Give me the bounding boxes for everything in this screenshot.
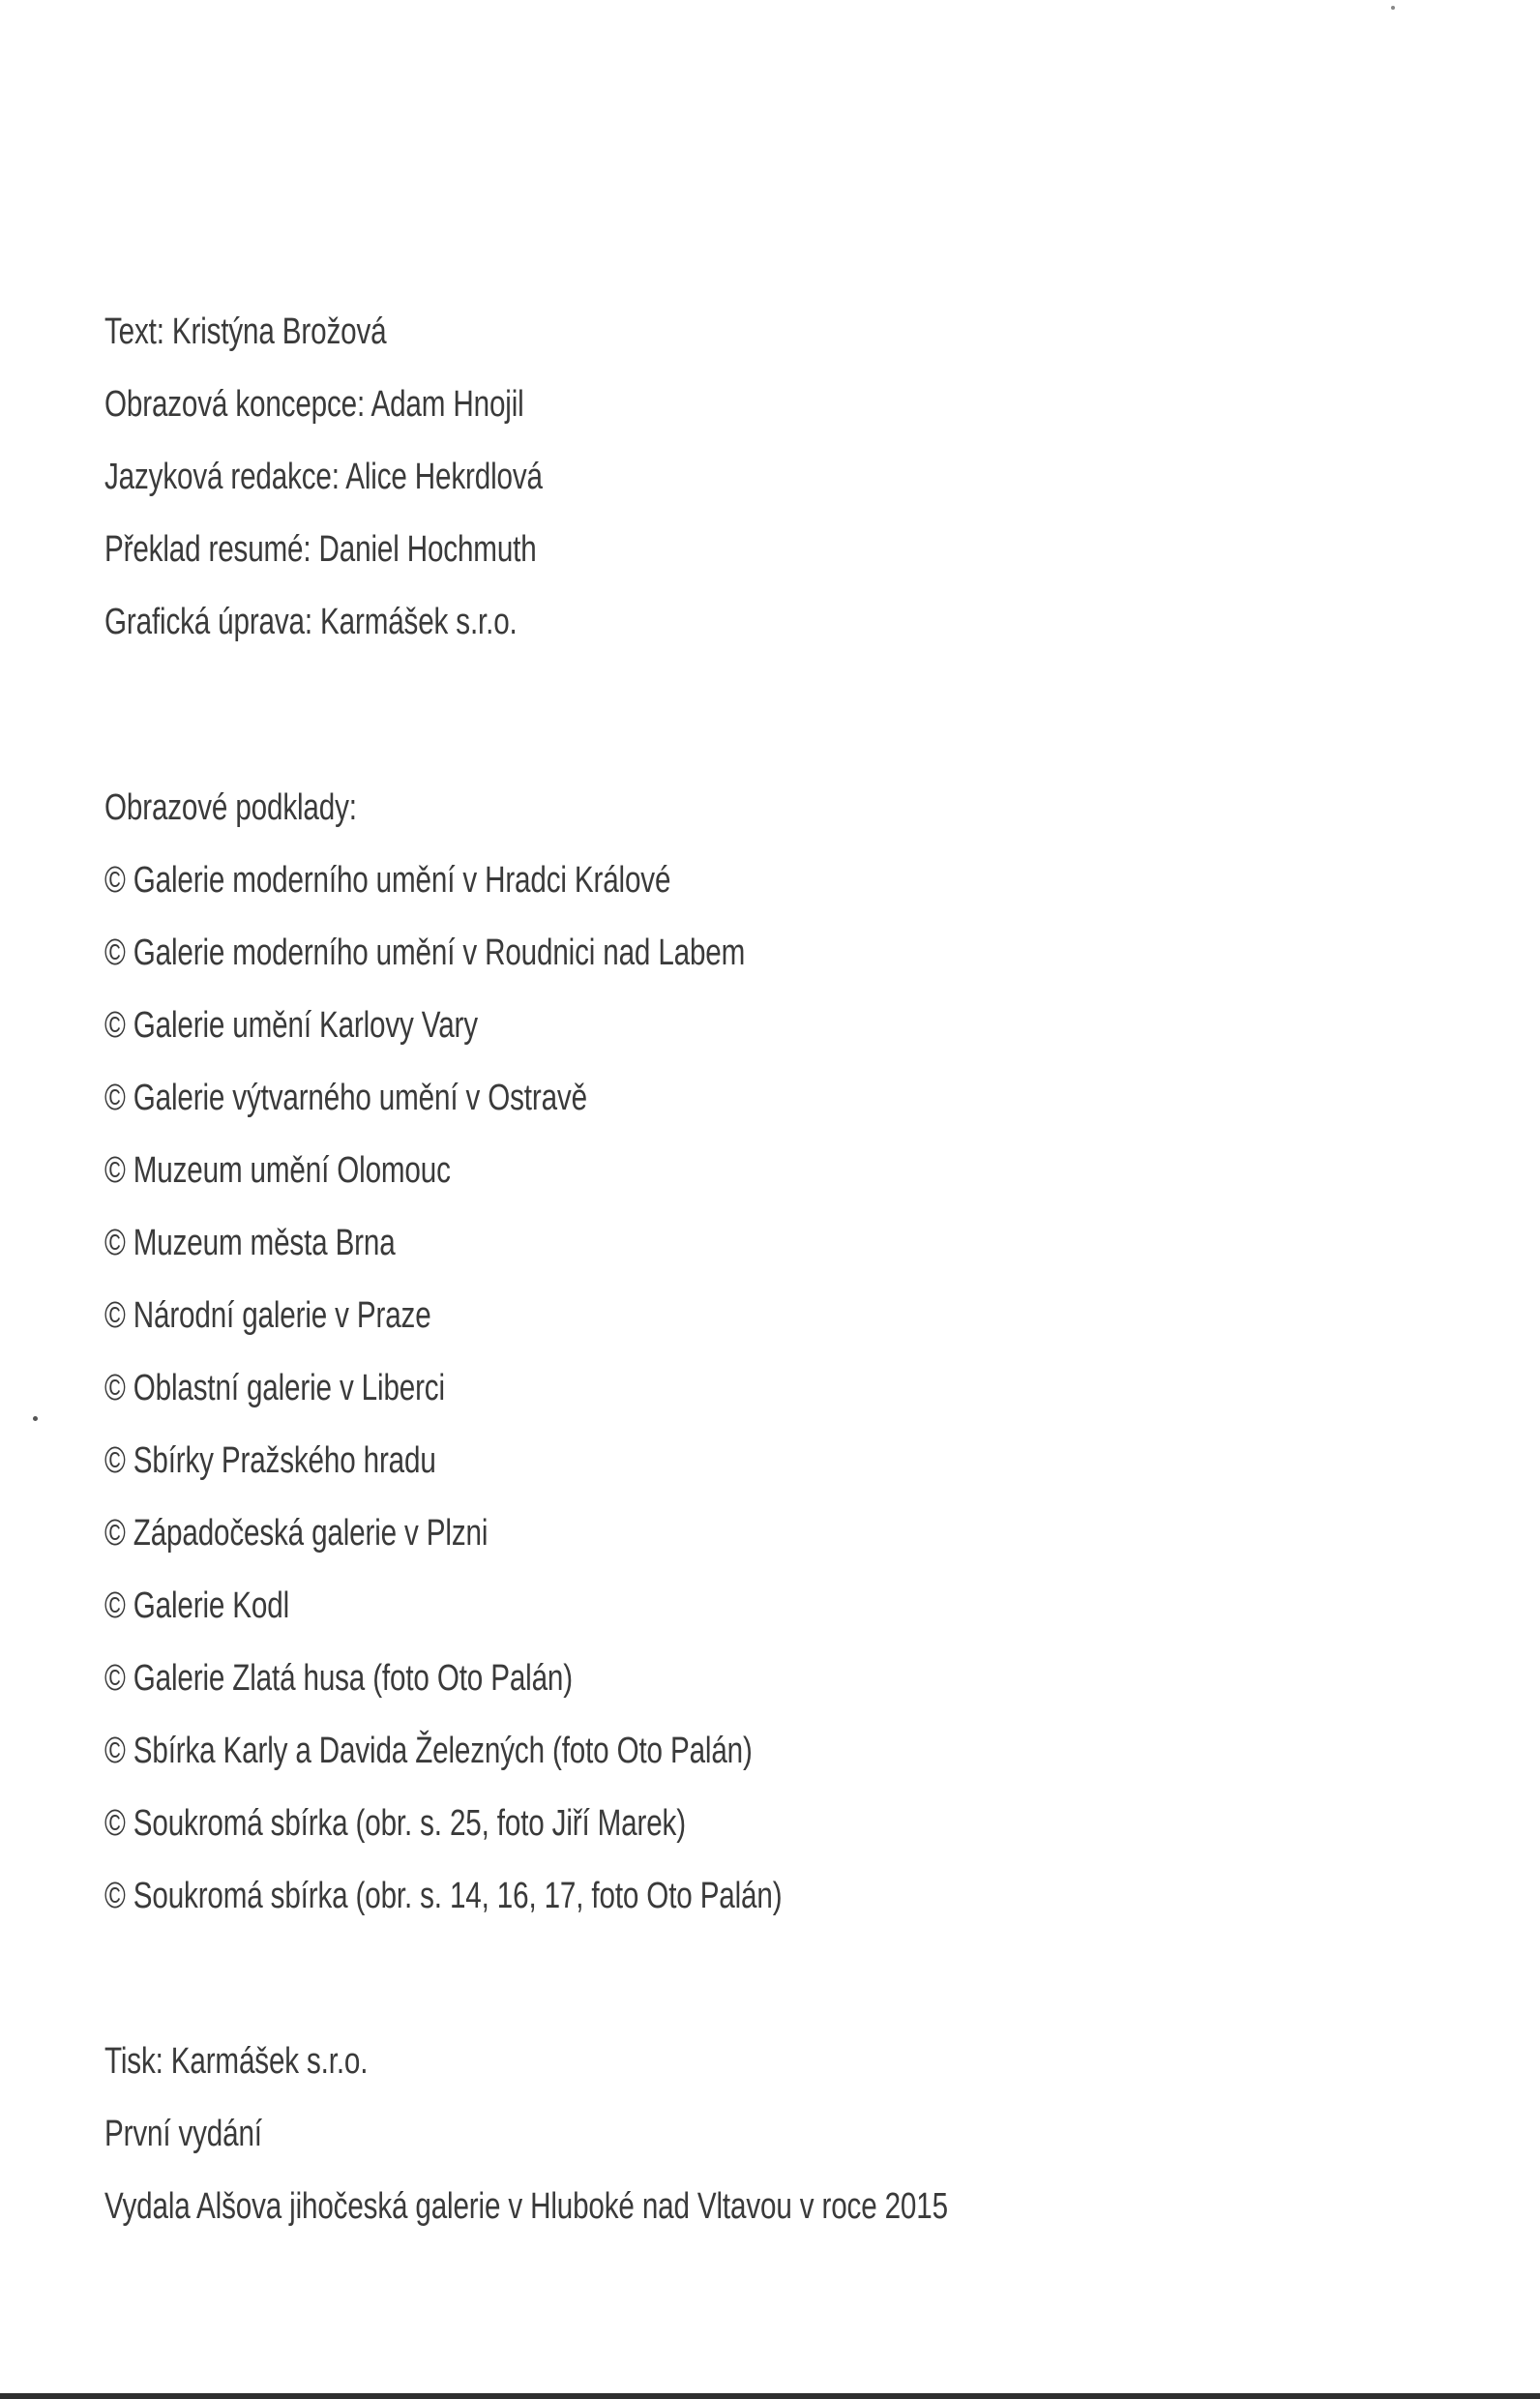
image-sources-block	[104, 772, 973, 1933]
image-source-item: © Galerie Kodl	[104, 1585, 290, 1626]
image-source-item: © Galerie výtvarného umění v Ostravě	[104, 1078, 587, 1118]
image-source-item: © Soukromá sbírka (obr. s. 14, 16, 17, foto Oto Palán)	[104, 1876, 783, 1916]
image-source-item: © Galerie moderního umění v Roudnici nad Labem	[104, 933, 746, 973]
scan-speck	[1391, 6, 1395, 10]
image-source-item: © Muzeum města Brna	[104, 1223, 396, 1263]
credit-image-concept: Obrazová koncepce: Adam Hnojil	[104, 384, 524, 425]
image-source-item: © Národní galerie v Praze	[104, 1295, 431, 1336]
credit-language-editing: Jazyková redakce: Alice Hekrdlová	[104, 457, 543, 497]
imprint-block	[104, 2026, 1186, 2243]
imprint-edition: První vydání	[104, 2114, 262, 2154]
scan-bottom-edge	[0, 2393, 1540, 2399]
credit-graphic-design: Grafická úprava: Karmášek s.r.o.	[104, 602, 518, 642]
credits-block	[104, 296, 666, 659]
image-source-item: © Galerie Zlatá husa (foto Oto Palán)	[104, 1658, 573, 1699]
imprint-printer: Tisk: Karmášek s.r.o.	[104, 2041, 369, 2082]
imprint-publisher: Vydala Alšova jihočeská galerie v Hluboké nad Vltavou v roce 2015	[104, 2186, 948, 2227]
image-source-item: © Muzeum umění Olomouc	[104, 1150, 451, 1191]
image-source-item: © Oblastní galerie v Liberci	[104, 1368, 445, 1408]
scan-speck	[33, 1416, 38, 1421]
image-sources-heading: Obrazové podklady:	[104, 787, 357, 828]
image-source-item: © Západočeská galerie v Plzni	[104, 1513, 489, 1554]
image-source-item: © Galerie moderního umění v Hradci Králové	[104, 860, 671, 901]
image-source-item: © Galerie umění Karlovy Vary	[104, 1005, 478, 1046]
credit-summary-translation: Překlad resumé: Daniel Hochmuth	[104, 529, 537, 570]
image-source-item: © Soukromá sbírka (obr. s. 25, foto Jiří Marek)	[104, 1803, 686, 1844]
image-source-item: © Sbírka Karly a Davida Železných (foto Oto Palán)	[104, 1731, 753, 1771]
image-source-item: © Sbírky Pražského hradu	[104, 1440, 436, 1481]
credit-text-author: Text: Kristýna Brožová	[104, 311, 387, 352]
